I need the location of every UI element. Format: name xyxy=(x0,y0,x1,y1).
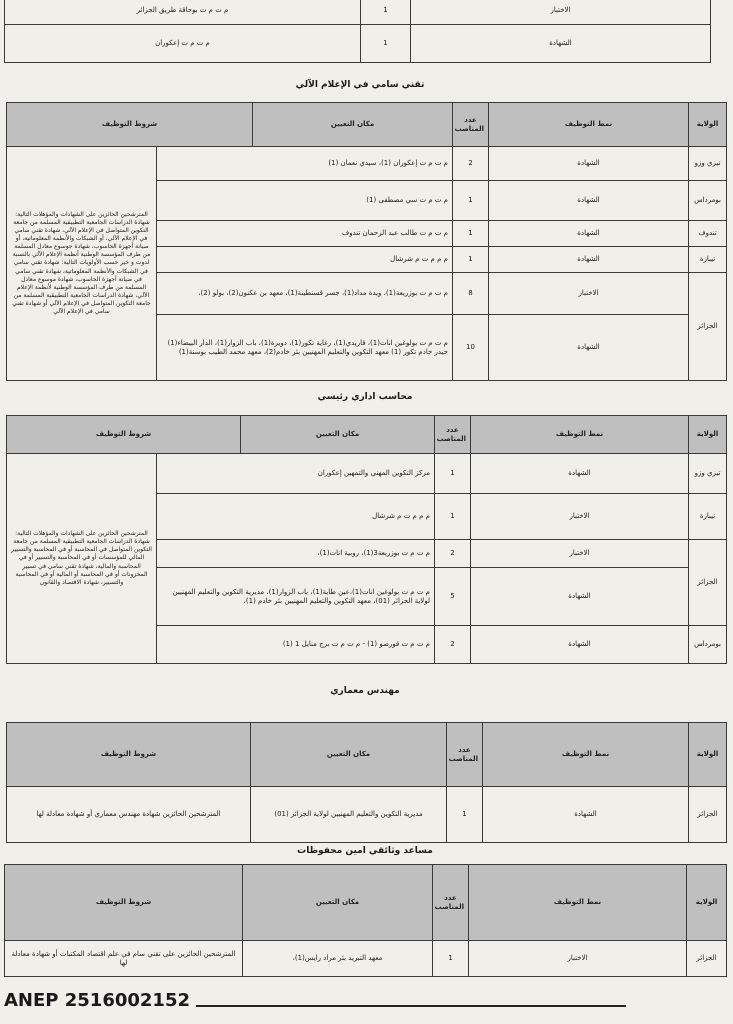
header-count: عدد المناصب xyxy=(447,723,483,787)
table-row xyxy=(5,0,711,25)
mode-cell: الشهادة xyxy=(489,221,689,247)
section-title: تقني سامي في الإعلام الآلي xyxy=(295,80,425,90)
count-cell: 2 xyxy=(435,626,471,664)
mode-cell: الشهادة xyxy=(489,315,689,381)
header-count: عدد المناصب xyxy=(433,865,469,941)
header-row xyxy=(7,723,727,787)
footer-reference: ANEP 2516002152 xyxy=(4,990,190,1011)
header-conditions: شروط التوظيف xyxy=(7,416,241,454)
wilaya-cell: الجزائر xyxy=(689,540,727,626)
header-mode: نمط التوظيف xyxy=(469,865,687,941)
section-title: محاسب اداري رئيسي xyxy=(317,392,413,402)
conditions-cell: المترشحين الحائزين على الشهادات والمؤهلات التالية: شهادة الدراسات الجامعية التطبيقية المسلمة من جامعة التكوين المتواصل في المحاسبة أو في المحاسبة والتسيير المالي للمؤسسات أو في المحاسبة والتسيير أو في المحاسبة والمالية، شهادة تقني سامي في تسيير المخزونات أو في المحاسبة أو المالية أو في المحاسبة والتسيير، شهادة الاقتصاد والقانون xyxy=(7,454,157,664)
section-title: مهندس معماري xyxy=(330,686,400,696)
mode-cell: الشهادة xyxy=(471,454,689,494)
header-mode: نمط التوظيف xyxy=(483,723,689,787)
wilaya-cell: تيبازة xyxy=(689,494,727,540)
place-cell: م م م ت م شرشال xyxy=(157,247,453,273)
count-cell: 1 xyxy=(433,941,469,977)
place-cell: معهد التبريد بئر مراد رايس(1)، xyxy=(243,941,433,977)
place-cell: م م م ت م شرشال xyxy=(157,494,435,540)
header-conditions: شروط التوظيف xyxy=(5,865,243,941)
mode-cell: الاختبار xyxy=(411,0,711,25)
mode-cell: الاختبار xyxy=(471,494,689,540)
wilaya-cell: تيزي وزو xyxy=(689,454,727,494)
count-cell: 1 xyxy=(361,25,411,63)
header-count: عدد المناصب xyxy=(435,416,471,454)
mode-cell: الاختبار xyxy=(489,273,689,315)
header-mode: نمط التوظيف xyxy=(471,416,689,454)
count-cell: 2 xyxy=(435,540,471,568)
header-row xyxy=(5,865,727,941)
section1-table xyxy=(6,102,727,381)
section3-table xyxy=(6,722,727,843)
count-cell: 1 xyxy=(361,0,411,25)
wilaya-cell: تندوف xyxy=(689,221,727,247)
header-wilaya: الولاية xyxy=(689,103,727,147)
table-row xyxy=(7,454,727,494)
count-cell: 1 xyxy=(453,181,489,221)
count-cell: 1 xyxy=(447,787,483,843)
header-wilaya: الولاية xyxy=(689,723,727,787)
place-cell: م ت م ت طالب عبد الرحمان تندوف xyxy=(157,221,453,247)
place-cell: م ت م ت إعكوران (1)، سيدي نعمان (1) xyxy=(157,147,453,181)
place-cell: م ت م ت بوزريعة3(1)، روبية انات(1)، xyxy=(157,540,435,568)
place-cell: م ت م ت بوزريعة(1)، ويدة مداد(1)، جسر قسنطينة(1)، معهد بن عكنون(2)، بولو (2)، xyxy=(157,273,453,315)
table-row xyxy=(5,25,711,63)
count-cell: 2 xyxy=(453,147,489,181)
count-cell: 1 xyxy=(453,221,489,247)
wilaya-cell: بومرداس xyxy=(689,626,727,664)
wilaya-cell: الجزائر xyxy=(689,273,727,381)
wilaya-cell: الجزائر xyxy=(689,787,727,843)
mode-cell: الاختبار xyxy=(469,941,687,977)
header-place: مكان التعيين xyxy=(241,416,435,454)
footer-rule xyxy=(196,1005,626,1007)
section2-table xyxy=(6,415,727,664)
place-cell: م ت م ت قورصو (1) - م ت م ت برج منايل 1 (1) xyxy=(157,626,435,664)
header-wilaya: الولاية xyxy=(689,416,727,454)
count-cell: 1 xyxy=(435,454,471,494)
header-place: مكان التعيين xyxy=(251,723,447,787)
table-row xyxy=(7,787,727,843)
count-cell: 5 xyxy=(435,568,471,626)
header-place: مكان التعيين xyxy=(243,865,433,941)
place-cell: م ت م ت إعكوران xyxy=(5,25,361,63)
place-cell: م ت م ت بولوغين انات(1)، قاريدي(1)، رغاية تكور(1)، دويرة(1)، باب الزوار(1)، الدار البيضاء(1) حيدر خادم تكور (1) معهد التكوين والتعليم المهنيين بئر خادم(2)، معهد محمد الطيب بوسنة(1) xyxy=(157,315,453,381)
wilaya-cell: تيزي وزو xyxy=(689,147,727,181)
conditions-cell: المترشحين الحائزين على تقني سام في علم اقتصاد المكتبات أو شهادة معادلة لها xyxy=(5,941,243,977)
header-row xyxy=(7,103,727,147)
mode-cell: الشهادة xyxy=(489,147,689,181)
count-cell: 10 xyxy=(453,315,489,381)
mode-cell: الاختبار xyxy=(471,540,689,568)
count-cell: 1 xyxy=(453,247,489,273)
section4-table xyxy=(4,864,727,977)
place-cell: مركز التكوين المهني والتمهين إعكوران xyxy=(157,454,435,494)
mode-cell: الشهادة xyxy=(471,626,689,664)
top-partial-table xyxy=(4,0,711,63)
mode-cell: الشهادة xyxy=(483,787,689,843)
section-title: مساعد وثائقي امين محفوظات xyxy=(297,846,433,856)
count-cell: 8 xyxy=(453,273,489,315)
header-place: مكان التعيين xyxy=(253,103,453,147)
header-mode: نمط التوظيف xyxy=(489,103,689,147)
mode-cell: الشهادة xyxy=(489,247,689,273)
wilaya-cell: تيبازة xyxy=(689,247,727,273)
count-cell: 1 xyxy=(435,494,471,540)
place-cell: مديرية التكوين والتعليم المهنيين لولاية الجزائر (01) xyxy=(251,787,447,843)
mode-cell: الشهادة xyxy=(411,25,711,63)
conditions-cell: المترشحين الحائزين على الشهادات والمؤهلات التالية: شهادة الدراسات الجامعية التطبيقية المسلمة من جامعة التكوين المتواصل في الإعلام الآلي، شهادة تقني سامي في الإعلام الآلي، أو الشبكات والأنظمة المعلوماتية، أو صيانة أجهزة الحاسوب، شهادة جوسوع معادل المسلمة من طرف المؤسسة الوطنية أنظمة الإعلام الآلي بالنسبة لدوت و خير حسب الأولويات التالية: شهادة تقني سامي في الشبكات والأنظمة المعلوماتية، شهادة تقني سامي في صيانة أجهزة الحاسوب، شهادة موسوع معادل المسلمة من طرف المؤسسة الوطنية لأنظمة الإعلام الآلي، شهادة الدراسات الجامعية التطبيقية المسلمة من جامعة التكوين المتواصل في الإعلام الآلي أو شهادة تقني سامي في الإعلام الآلي xyxy=(7,147,157,381)
header-wilaya: الولاية xyxy=(687,865,727,941)
table-row xyxy=(7,147,727,181)
header-conditions: شروط التوظيف xyxy=(7,723,251,787)
place-cell: م ت م ت سي مصطفى (1) xyxy=(157,181,453,221)
wilaya-cell: الجزائر xyxy=(687,941,727,977)
header-count: عدد المناصب xyxy=(453,103,489,147)
header-conditions: شروط التوظيف xyxy=(7,103,253,147)
wilaya-cell: بومرداس xyxy=(689,181,727,221)
place-cell: م ت م ت بوحاقة طريق الجزائر xyxy=(5,0,361,25)
mode-cell: الشهادة xyxy=(471,568,689,626)
mode-cell: الشهادة xyxy=(489,181,689,221)
table-row xyxy=(5,941,727,977)
header-row xyxy=(7,416,727,454)
conditions-cell: المترشحين الحائزين شهادة مهندس معماري أو شهادة معادلة لها xyxy=(7,787,251,843)
place-cell: م ت م ت بولوغين انات(1)،عين طاية(1)، باب الزوار(1)، مديرية التكوين والتعليم المهنيين لولاية الجزائر (01)، معهد التكوين والتعليم المهنيين بئر خادم (1)، xyxy=(157,568,435,626)
